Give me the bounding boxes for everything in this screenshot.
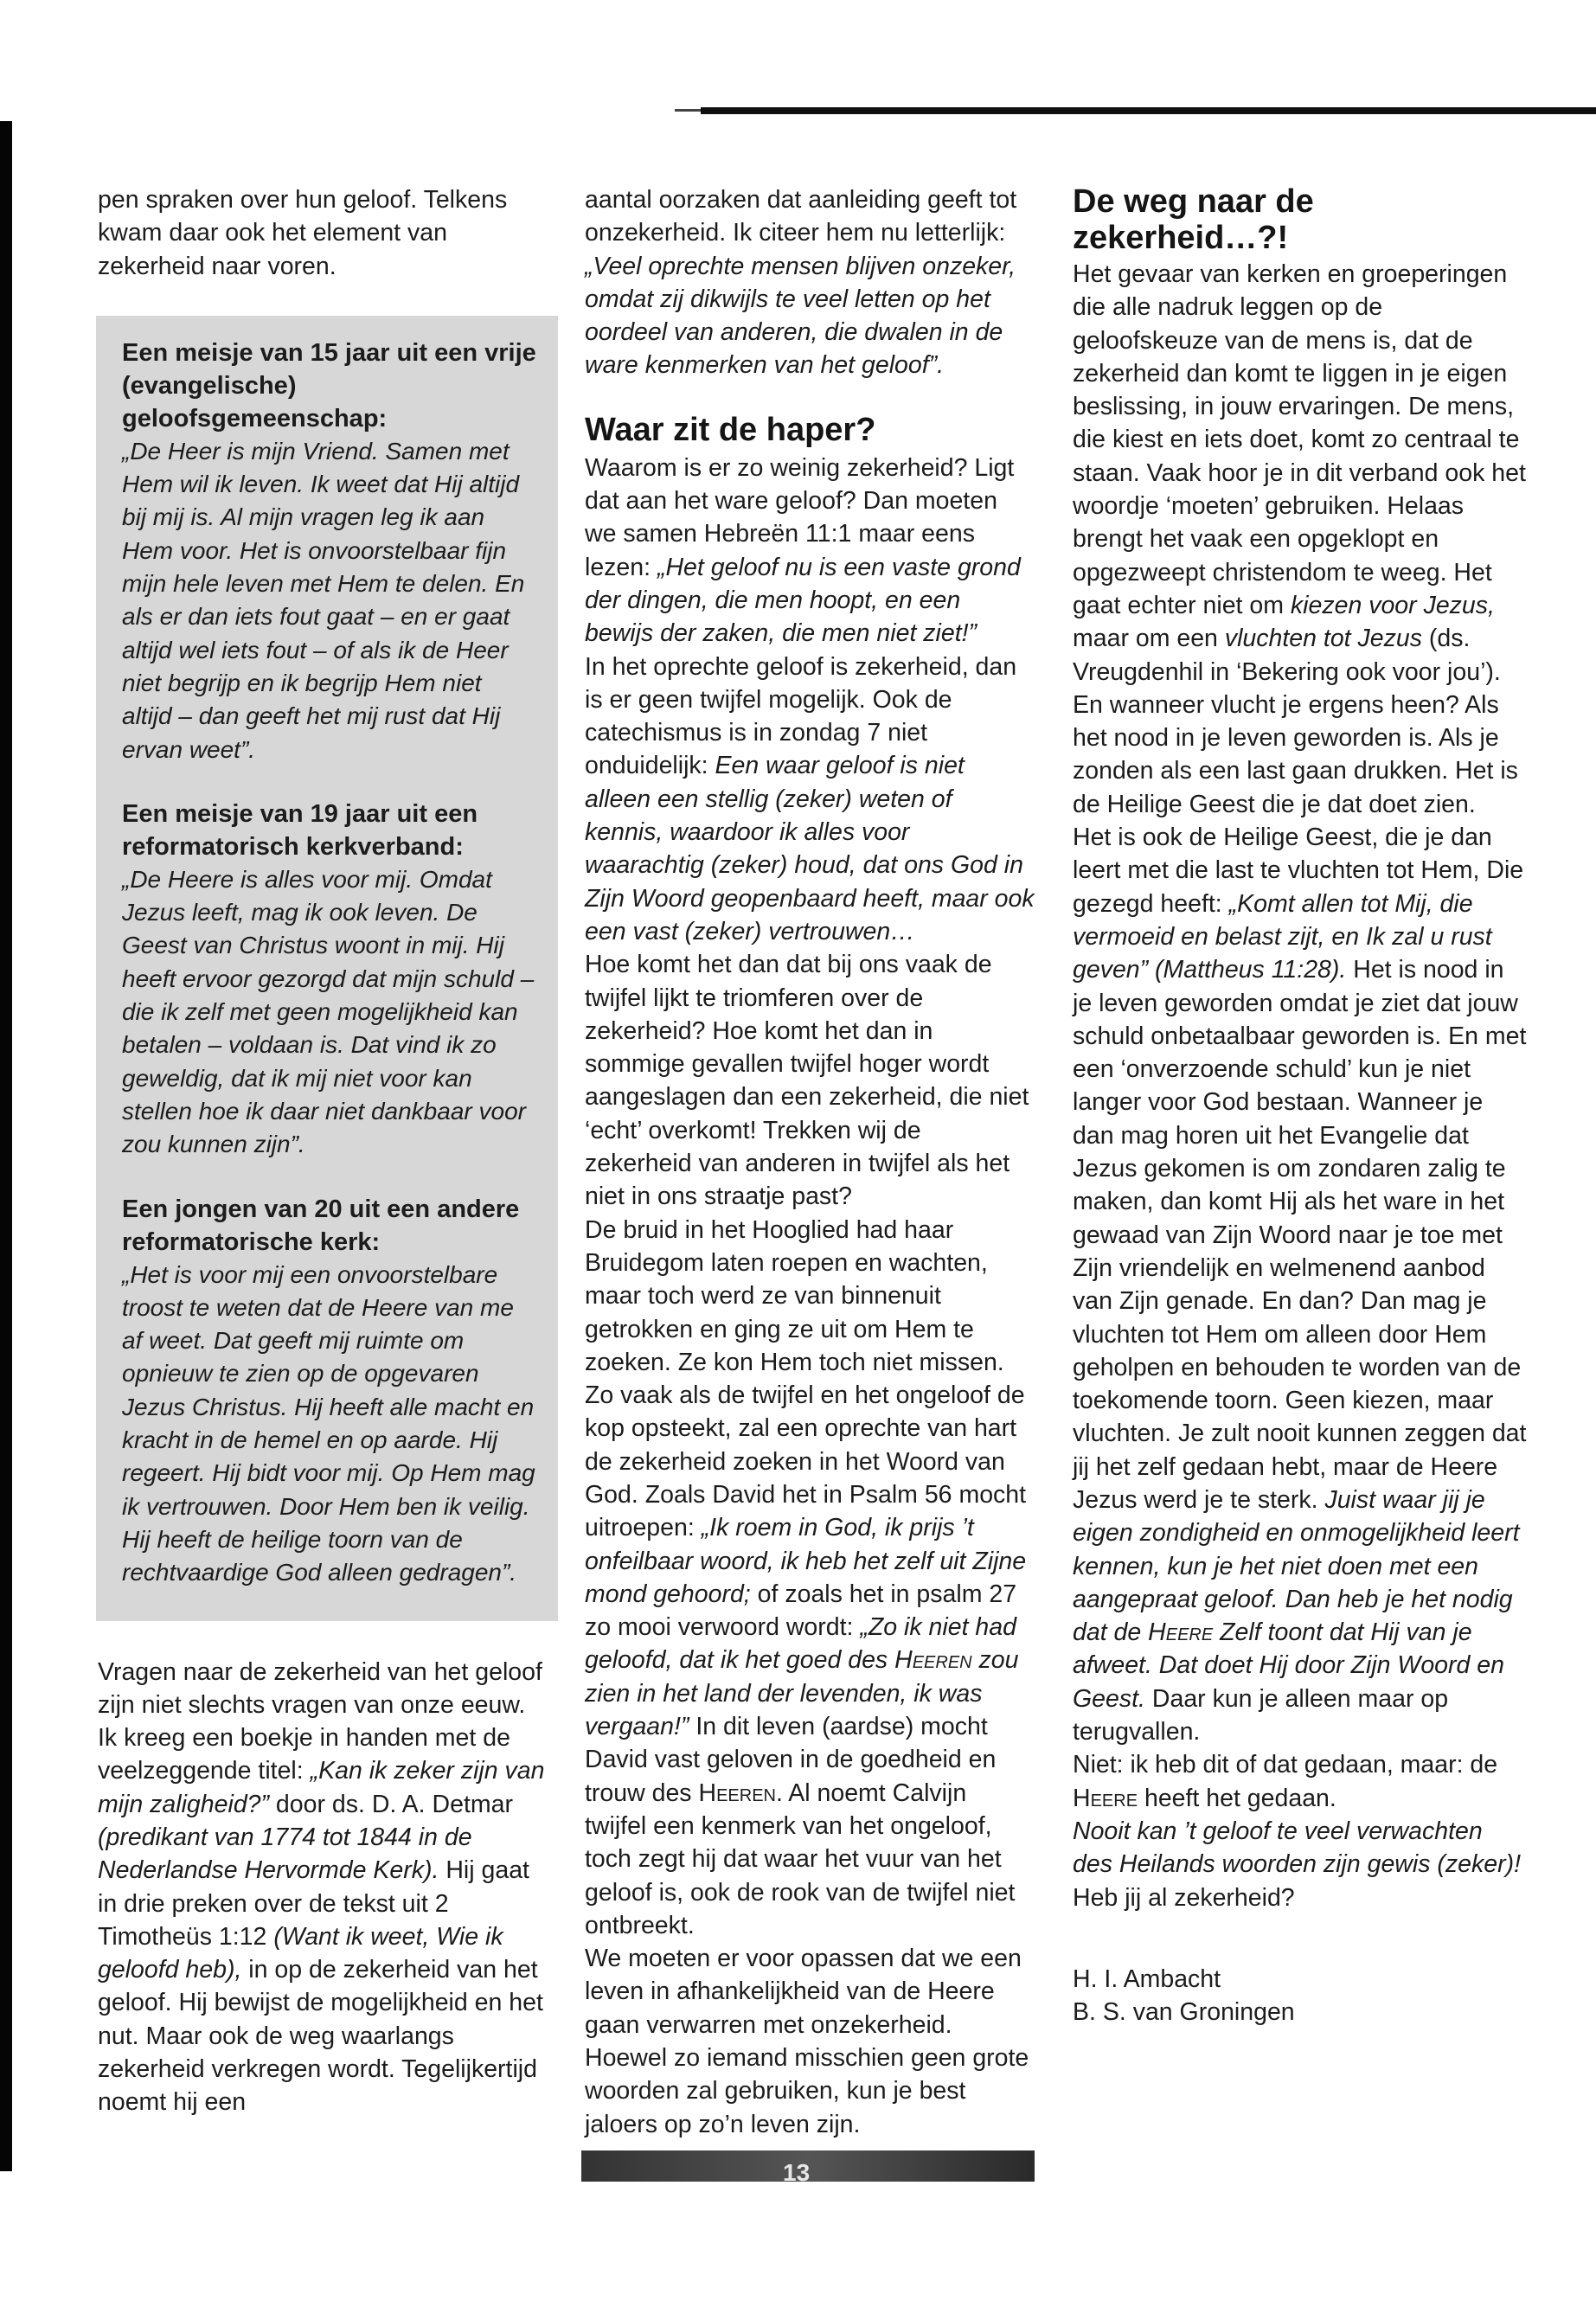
- col2-paragraph-a: aantal oorzaken dat aanleiding geeft tot onzekerheid. Ik citeer hem nu letterlijk: „Veel oprechte mensen blijven onzeker, omdat zij dikwijls te veel letten op het oordeel van anderen, die dwalen in de ware kenmerken van het geloof”.: [585, 186, 1017, 380]
- scan-edge: [0, 121, 12, 2171]
- col3-p5: Nooit kan ’t geloof te veel verwachten des Heilands woorden zijn gewis (zeker)!: [1073, 1817, 1521, 1879]
- section-heading-haper: Waar zit de haper?: [585, 411, 876, 448]
- header-rule: [701, 107, 1596, 114]
- col1-intro: pen spraken over hun geloof. Telkens kwam daar ook het element van zekerheid naar voren.: [98, 186, 508, 280]
- col3-p2: En wanneer vlucht je ergens heen? Als het nood in je leven geworden is. Als je zonden als een last gaan drukken. Het is de Heilige Geest die je dat doet zien.: [1073, 690, 1518, 818]
- col3-p3: Het is ook de Heilige Geest, die je dan leert met die last te vluchten tot Hem, Die gezegd heeft: „Komt allen tot Mij, die vermoeid en belast zijt, en Ik zal u rust geven” (Mattheus 11:28). Het is nood in je leven geworden omdat je ziet dat jouw schuld onbetaalbaar geworden is. En met een ‘onverzoende schuld’ kun je niet langer voor God bestaan. Wanneer je dan mag horen uit het Evangelie dat Jezus gekomen is om zondaren zalig te maken, dan komt Hij als het ware in het gewaad van Zijn Woord naar je toe met Zijn vriendelijk en welmenend aanbod van Zijn genade. En dan? Dan mag je vluchten tot Hem om alleen door Hem geholpen en behouden te worden van de toekomende toorn. Geen kiezen, maar vluchten. Je zult nooit kunnen zeggen dat jij het zelf gedaan hebt, maar de Heere Jezus werd je te sterk. Juist waar jij je eigen zondigheid en onmogelijkheid leert kennen, kun je het niet doen met een aangepraat geloof. Dan heb je het nodig dat de Heere Zelf toont dat Hij van je afweet. Dat doet Hij door Zijn Woord en Geest. Daar kun je alleen maar op terugvallen.: [1073, 824, 1527, 1747]
- col2-p5: We moeten er voor opassen dat we een leven in afhankelijkheid van de Heere gaan verwarren met onzekerheid. Hoewel zo iemand misschien geen grote woorden zal gebruiken, kun je best jaloers op zo’n leven zijn.: [585, 1945, 1029, 2138]
- column-2: [585, 183, 1035, 2141]
- col2-p4: De bruid in het Hooglied had haar Bruidegom laten roepen en wachten, maar toch werd ze van binnenuit getrokken en ging ze uit om Hem te zoeken. Ze kon Hem toch niet missen. Zo vaak als de twijfel en het ongeloof de kop opsteekt, zal een oprechte van hart de zekerheid zoeken in het Woord van God. Zoals David het in Psalm 56 mocht uitroepen: „Ik roem in God, ik prijs ’t onfeilbaar woord, ik heb het zelf uit Zijne mond gehoord; of zoals het in psalm 27 zo mooi verwoord wordt: „Zo ik niet had geloofd, dat ik het goed des Heeren zou zien in het land der levenden, ik was vergaan!” In dit leven (aardse) mocht David vast geloven in de goedheid en trouw des Heeren. Al noemt Calvijn twijfel een kenmerk van het ongeloof, toch zegt hij dat waar het vuur van het geloof is, ook de rook van de twijfel niet ontbreekt.: [585, 1215, 1027, 1939]
- testimony-2-heading: Een meisje van 19 jaar uit een reformatorisch kerkverband:: [122, 799, 478, 861]
- column-1: [98, 183, 548, 2119]
- section-heading-weg: De weg naar de zekerheid…?!: [1073, 183, 1314, 256]
- author-1: H. I. Ambacht: [1073, 1965, 1221, 1993]
- author-2: B. S. van Groningen: [1073, 1998, 1295, 2027]
- col2-p3: Hoe komt het dan dat bij ons vaak de twijfel lijkt te triomferen over de zekerheid? Hoe komt het dan in sommige gevallen twijfel hoger wordt aangeslagen dan een zekerheid, die niet ‘echt’ overkomt! Trekken wij de zekerheid van anderen in twijfel als het niet in ons straatje past?: [585, 951, 1029, 1211]
- column-3: [1073, 183, 1527, 2029]
- testimony-1-heading: Een meisje van 15 jaar uit een vrije (evangelische) geloofsgemeenschap:: [122, 338, 536, 433]
- col3-p6: Heb jij al zekerheid?: [1073, 1883, 1295, 1912]
- testimony-2-quote: „De Heere is alles voor mij. Omdat Jezus leeft, mag ik ook leven. De Geest van Christus woont in mij. Hij heeft ervoor gezorgd dat mijn schuld – die ik zelf met geen mogelijkheid kan betalen – voldaan is. Dat vind ik zo geweldig, dat ik mij niet voor kan stellen hoe ik daar niet dankbaar voor zou kunnen zijn”.: [122, 865, 535, 1158]
- col3-p1: Het gevaar van kerken en groeperingen die alle nadruk leggen op de geloofskeuze van de mens is, dat de zekerheid dan komt te liggen in je eigen beslissing, in jouw ervaringen. De mens, die kiest en iets doet, komt zo centraal te staan. Vaak hoor je in dit verband ook het woordje ‘moeten’ gebruiken. Helaas brengt het vaak een opgeklopt en opgezweept christendom te weeg. Het gaat echter niet om kiezen voor Jezus, maar om een vluchten tot Jezus (ds. Vreugdenhil in ‘Bekering ook voor jou’).: [1073, 260, 1526, 686]
- testimony-1-quote: „De Heer is mijn Vriend. Samen met Hem wil ik leven. Ik weet dat Hij altijd bij mij is. Al mijn vragen leg ik aan Hem voor. Het is onvoorstelbaar fijn mijn hele leven met Hem te delen. En als er dan iets fout gaat – en er gaat altijd wel iets fout – of als ik de Heer niet begrijp en ik begrijp Hem niet altijd – dan geeft het mij rust dat Hij ervan weet”.: [122, 437, 525, 763]
- testimony-3-heading: Een jongen van 20 uit een andere reformatorische kerk:: [122, 1195, 520, 1256]
- testimony-3-quote: „Het is voor mij een onvoorstelbare troost te weten dat de Heere van me af weet. Dat geeft mij ruimte om opnieuw te zien op de opgevaren Jezus Christus. Hij heeft alle macht en kracht in de hemel en op aarde. Hij regeert. Hij bidt voor mij. Op Hem mag ik vertrouwen. Door Hem ben ik veilig. Hij heeft de heilige toorn van de rechtvaardige God alleen gedragen”.: [122, 1260, 535, 1586]
- col2-p1: Waarom is er zo weinig zekerheid? Ligt dat aan het ware geloof? Dan moeten we samen Hebreën 11:1 maar eens lezen: „Het geloof nu is een vaste grond der dingen, die men hoopt, en een bewijs der zaken, die men niet ziet!”: [585, 453, 1021, 648]
- authors: [1073, 1963, 1527, 2029]
- col2-p2: In het oprechte geloof is zekerheid, dan is er geen twijfel mogelijk. Ook de catechismus is in zondag 7 niet onduidelijk: Een waar geloof is niet alleen een stellig (zeker) weten of kennis, waardoor ik alles voor waarachtig (zeker) houd, dat ons God in Zijn Woord geopenbaard heeft, maar ook een vast (zeker) vertrouwen…: [585, 652, 1035, 945]
- testimonies-box: [96, 316, 558, 1621]
- col3-p4: Niet: ik heb dit of dat gedaan, maar: de Heere heeft het gedaan.: [1073, 1751, 1498, 1812]
- col1-paragraph: Vragen naar de zekerheid van het geloof zijn niet slechts vragen van onze eeuw. Ik kreeg een boekje in handen met de veelzeggende titel: „Kan ik zeker zijn van mijn zaligheid?” door ds. D. A. Detmar (predikant van 1774 tot 1844 in de Nederlandse Hervormde Kerk). Hij gaat in drie preken over de tekst uit 2 Timotheüs 1:12 (Want ik weet, Wie ik geloofd heb), in op de zekerheid van het geloof. Hij bewijst de mogelijkheid en het nut. Maar ook de weg waarlangs zekerheid verkregen wordt. Tegelijkertijd noemt hij een: [98, 1657, 545, 2117]
- page-number: 13: [783, 2159, 811, 2186]
